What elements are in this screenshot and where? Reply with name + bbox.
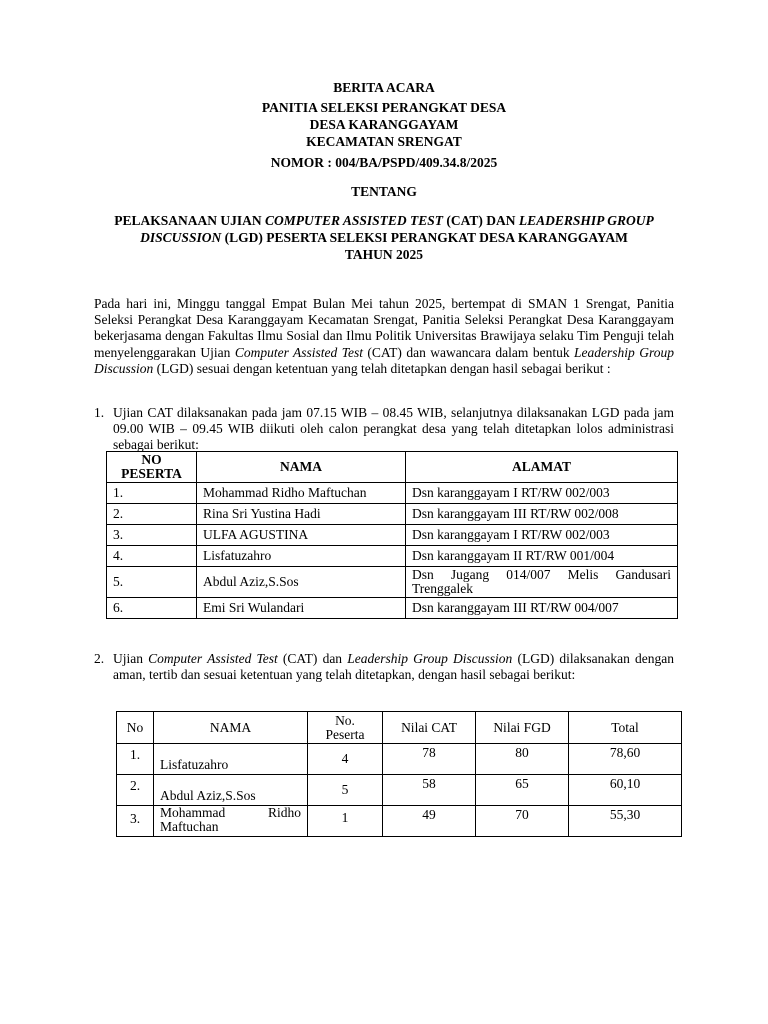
district-name: KECAMATAN SRENGAT [306,134,462,149]
cell-nama: Lisfatuzahro [197,546,406,567]
list-text-part: Ujian [113,651,149,666]
document-title [0,79,768,96]
table-row [117,775,682,806]
header-nama: NAMA [154,712,308,744]
cell-alamat: Dsn karanggayam III RT/RW 002/008 [406,504,678,525]
cell-nilai-cat: 78 [383,744,476,775]
table-row [107,483,678,504]
cell-nama: ULFA AGUSTINA [197,525,406,546]
cell-no: 2. [117,775,154,806]
committee-name: PANITIA SELEKSI PERANGKAT DESA [261,100,507,115]
list-text-part: (CAT) dan [277,651,348,666]
cell-nama: Abdul Aziz,S.Sos [154,775,308,806]
committee-heading [0,99,768,150]
cell-total: 78,60 [569,744,682,775]
cell-nama: Abdul Aziz,S.Sos [197,567,406,598]
cell-nama: Lisfatuzahro [154,744,308,775]
intro-text: Pada hari ini, Minggu tanggal Empat Bulan Mei tahun 2025, bertempat di SMAN 1 Srengat, Panitia Seleksi Perangkat Desa Karanggayam Kecamatan Srengat, Panitia Seleksi Perangkat Desa Karanggayam bekerjasama dengan Fakultas Ilmu Sosial dan Ilmu Politik Universitas Brawijaya selaku Tim Penguji telah menyelenggarakan Ujian [94,296,674,360]
intro-text: (LGD) sesuai dengan ketentuan yang telah ditetapkan dengan hasil sebagai berikut : [153,360,611,376]
cell-total: 60,10 [569,775,682,806]
list-number: 2. [94,651,105,666]
cell-alamat: Dsn karanggayam I RT/RW 002/003 [406,483,678,504]
cell-no-peserta: 1 [308,806,383,837]
header-nama: NAMA [197,452,406,483]
document-number: NOMOR : 004/BA/PSPD/409.34.8/2025 [270,155,498,170]
table-row [107,546,678,567]
cell-no: 2. [107,504,197,525]
intro-paragraph [94,296,674,377]
cell-no-peserta: 5 [308,775,383,806]
subject-year: TAHUN 2025 [344,247,424,262]
cell-nilai-fgd: 80 [476,744,569,775]
list-number: 1. [94,405,105,420]
cell-total: 55,30 [569,806,682,837]
list-item-1 [94,405,674,454]
header-alamat: ALAMAT [406,452,678,483]
table-row [117,744,682,775]
cell-nama: Emi Sri Wulandari [197,598,406,619]
header-total: Total [569,712,682,744]
header-nilai-cat: Nilai CAT [383,712,476,744]
header-nilai-fgd: Nilai FGD [476,712,569,744]
subject-part: PELAKSANAAN UJIAN [114,213,265,228]
cell-alamat: Dsn karanggayam I RT/RW 002/003 [406,525,678,546]
participants-table [106,451,678,619]
table-header-row [107,452,678,483]
subject-part-italic: COMPUTER ASSISTED TEST [264,213,444,228]
cell-nama: Mohammad Ridho Maftuchan [197,483,406,504]
title-berita-acara: BERITA ACARA [333,80,435,95]
cell-no: 3. [117,806,154,837]
cell-alamat: Dsn karanggayam III RT/RW 004/007 [406,598,678,619]
cell-no: 3. [107,525,197,546]
village-name: DESA KARANGGAYAM [309,117,459,132]
subject-part-italic: LEADERSHIP GROUP DISCUSSION [140,213,654,245]
list-item-2 [94,651,674,683]
cell-no: 6. [107,598,197,619]
cell-no: 1. [107,483,197,504]
intro-text-italic: Leadership Group Discussion [94,344,674,376]
cell-alamat: Dsn karanggayam II RT/RW 001/004 [406,546,678,567]
tentang-label: TENTANG [351,184,417,199]
list-text-part: (LGD) dilaksanakan dengan aman, tertib dan sesuai ketentuan yang telah ditetapkan, dengan hasil sebagai berikut: [113,651,674,683]
cell-alamat: Dsn Jugang 014/007 Melis Gandusari Trenggalek [406,567,678,598]
intro-text-italic: Computer Assisted Test [234,344,363,360]
results-table [116,711,682,837]
cell-nama: Rina Sri Yustina Hadi [197,504,406,525]
cell-nama: Mohammad Ridho Maftuchan [154,806,308,837]
header-no: No [117,712,154,744]
cell-no: 1. [117,744,154,775]
list-text-italic: Computer Assisted Test [148,651,278,666]
list-text-italic: Leadership Group Discussion [347,651,513,666]
table-row [107,525,678,546]
cell-nilai-cat: 49 [383,806,476,837]
table-row [107,504,678,525]
header-no-peserta: No. Peserta [308,712,383,744]
intro-text: (CAT) dan wawancara dalam bentuk [362,344,575,360]
table-header-row [117,712,682,744]
list-text [113,651,674,683]
table-row [107,567,678,598]
header-no-peserta: NO PESERTA [107,452,197,483]
cell-nilai-cat: 58 [383,775,476,806]
table-row [117,806,682,837]
subject-heading [96,212,672,263]
cell-nilai-fgd: 70 [476,806,569,837]
subject-part: (CAT) DAN [443,213,519,228]
cell-nilai-fgd: 65 [476,775,569,806]
subject-part: (LGD) PESERTA SELEKSI PERANGKAT DESA KARANGGAYAM [221,230,628,245]
table-row [107,598,678,619]
cell-no-peserta: 4 [308,744,383,775]
cell-no: 4. [107,546,197,567]
list-text: Ujian CAT dilaksanakan pada jam 07.15 WIB – 08.45 WIB, selanjutnya dilaksanakan LGD pada jam 09.00 WIB – 09.45 WIB diikuti oleh calon perangkat desa yang telah ditetapkan lolos administrasi sebagai berikut: [113,405,674,453]
cell-no: 5. [107,567,197,598]
